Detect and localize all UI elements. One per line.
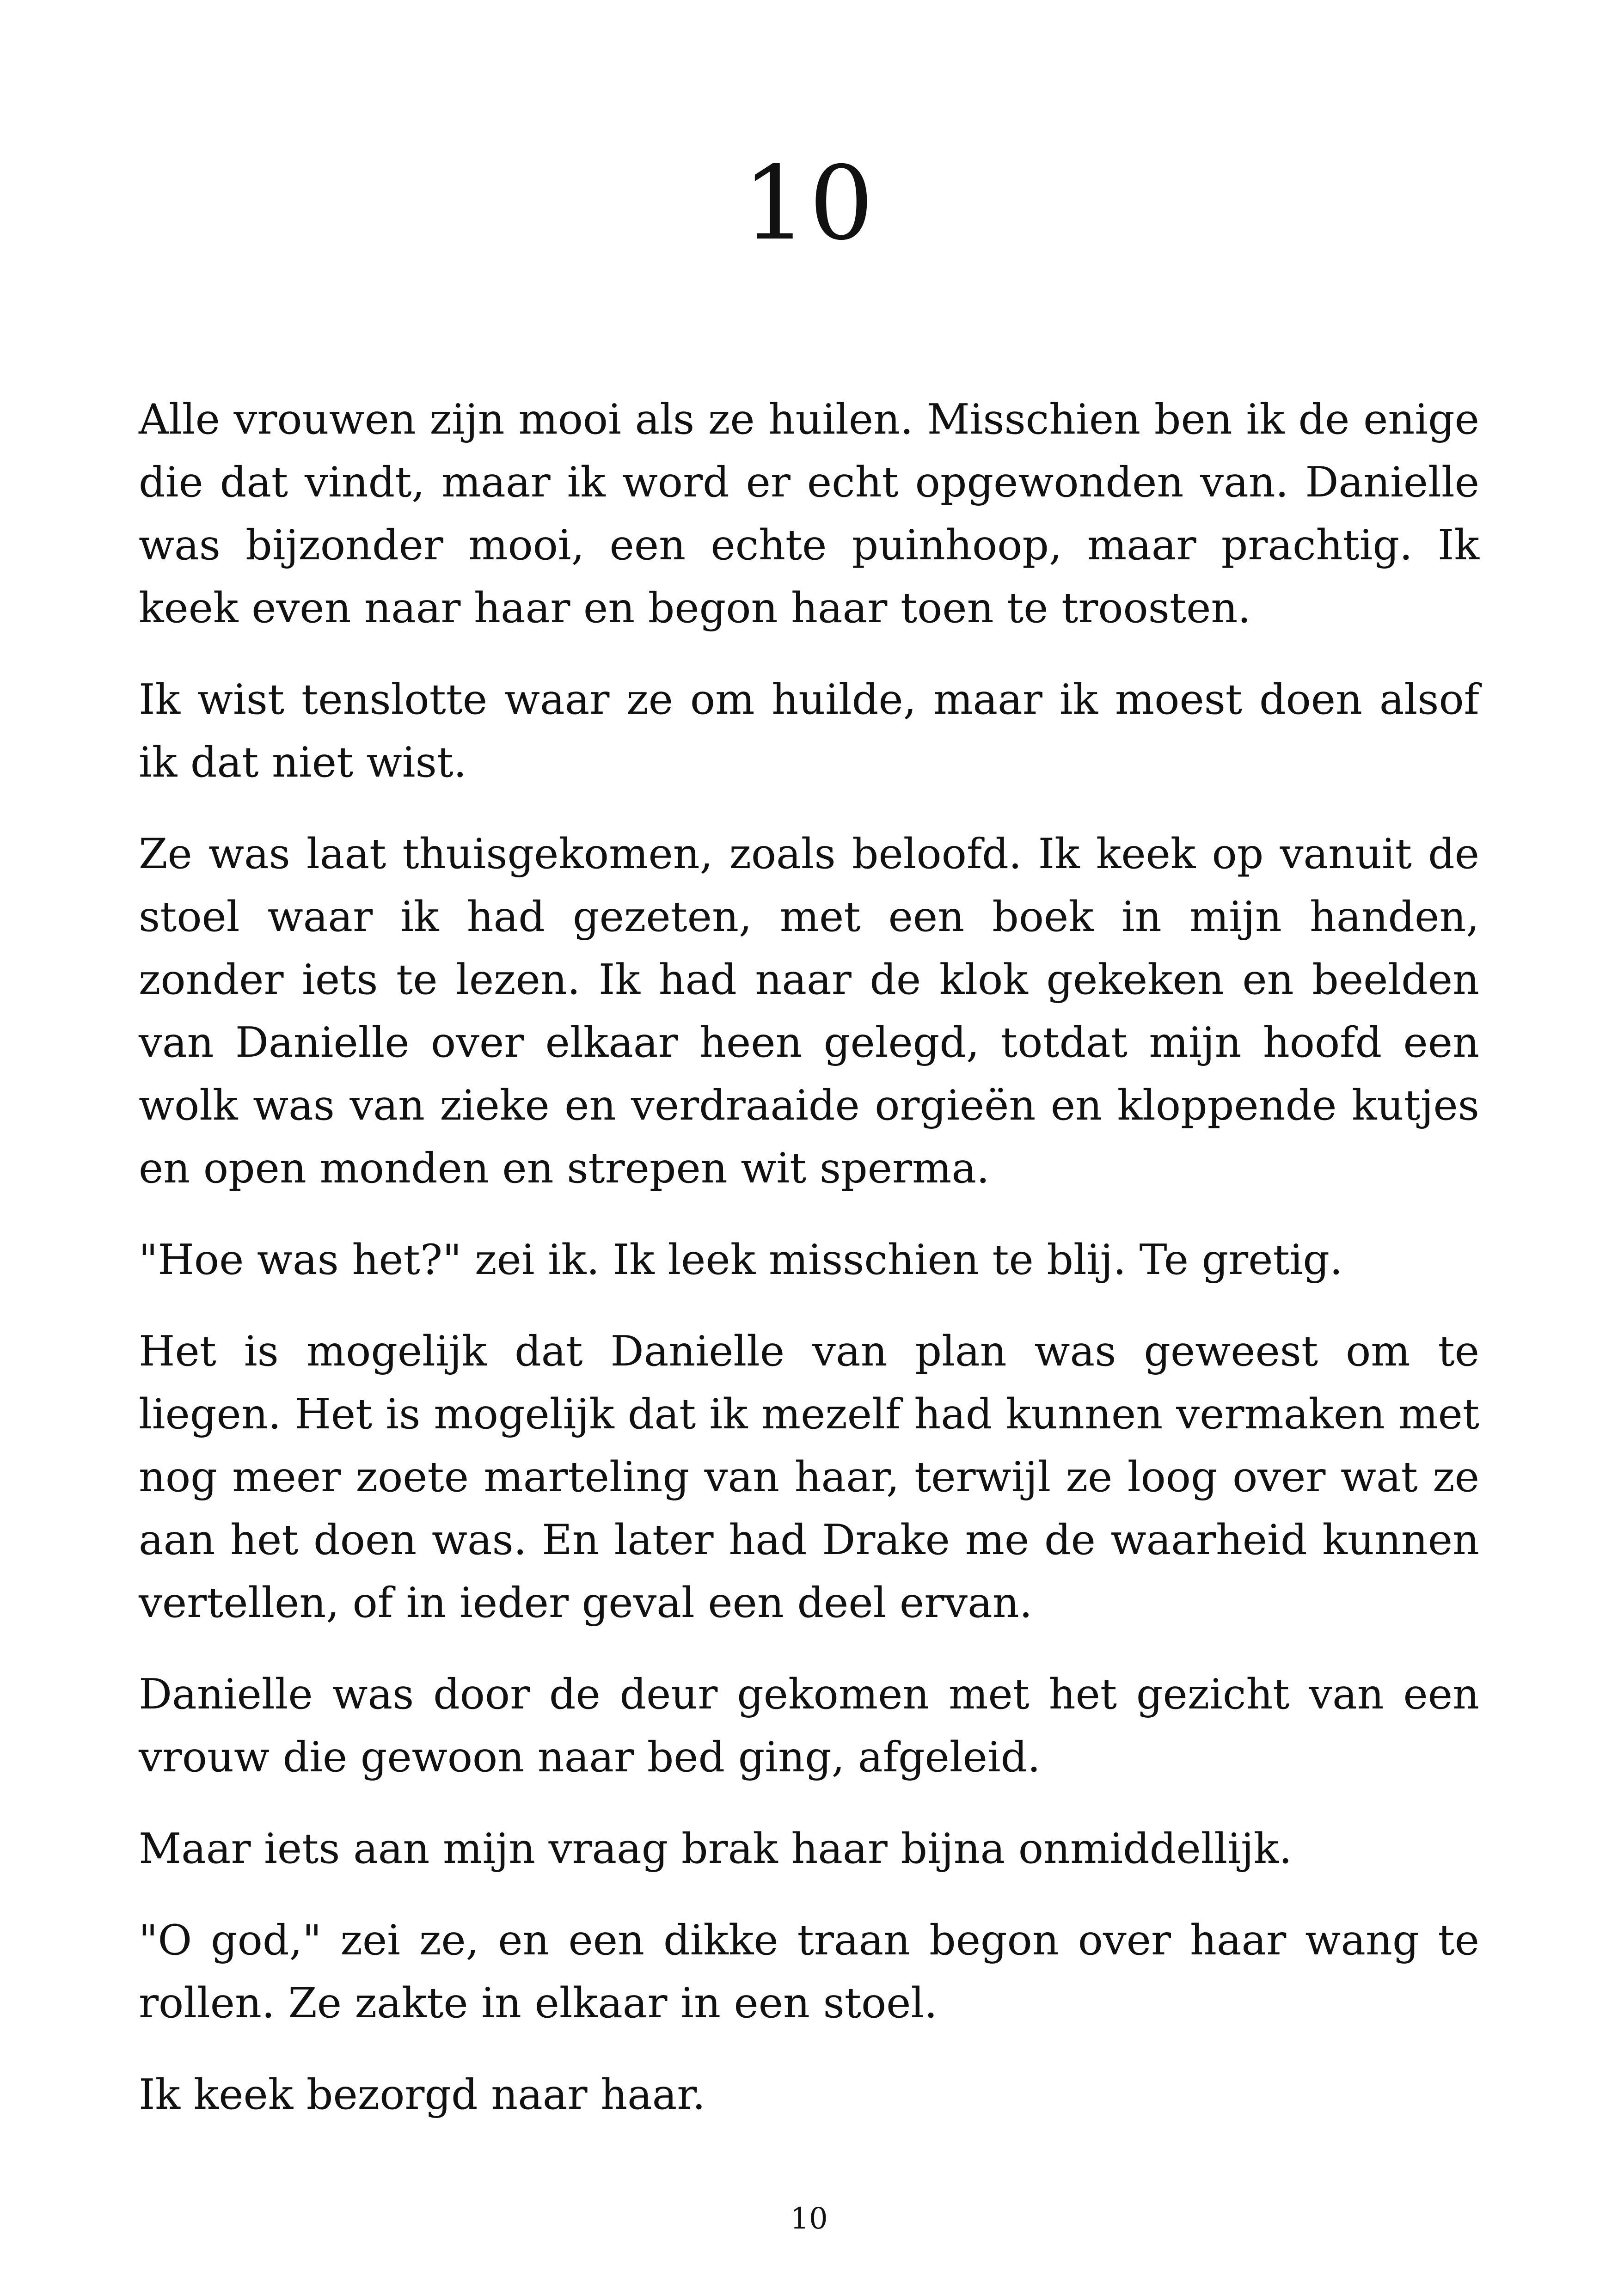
paragraph: "Hoe was het?" zei ik. Ik leek misschien te blij. Te gretig.: [139, 1236, 1343, 1284]
paragraph: Ze was laat thuisgekomen, zoals beloofd. Ik keek op vanuit de stoel waar ik had gezeten, met een boek in mijn handen, zonder iets te lezen. Ik had naar de klok gekeken en beelden van Danielle over elkaar heen gelegd, totdat mijn hoofd een wolk was van zieke en verdraaide orgieën en kloppende kutjes en open monden en strepen wit sperma.: [139, 830, 1479, 1193]
paragraph: Alle vrouwen zijn mooi als ze huilen. Misschien ben ik de enige die dat vindt, maar ik word er echt opgewonden van. Danielle was bijzonder mooi, een echte puinhoop, maar prachtig. Ik keek even naar haar en begon haar toen te troosten.: [139, 395, 1479, 632]
chapter-title: 10: [742, 144, 876, 263]
paragraph: Ik keek bezorgd naar haar.: [139, 2070, 706, 2119]
paragraph: Danielle was door de deur gekomen met het gezicht van een vrouw die gewoon naar bed ging, afgeleid.: [139, 1670, 1479, 1782]
paragraph: Het is mogelijk dat Danielle van plan was geweest om te liegen. Het is mogelijk dat ik mezelf had kunnen vermaken met nog meer zoete marteling van haar, terwijl ze loog over wat ze aan het doen was. En later had Drake me de waarheid kunnen vertellen, of in ieder geval een deel ervan.: [139, 1327, 1479, 1627]
paragraph: "O god," zei ze, en een dikke traan begon over haar wang te rollen. Ze zakte in elkaar in een stoel.: [139, 1916, 1479, 2027]
paragraph: Ik wist tenslotte waar ze om huilde, maar ik moest doen alsof ik dat niet wist.: [139, 675, 1479, 787]
page-number: 10: [790, 2202, 828, 2236]
paragraph: Maar iets aan mijn vraag brak haar bijna onmiddellijk.: [139, 1825, 1293, 1873]
chapter-body: [139, 388, 1479, 2155]
